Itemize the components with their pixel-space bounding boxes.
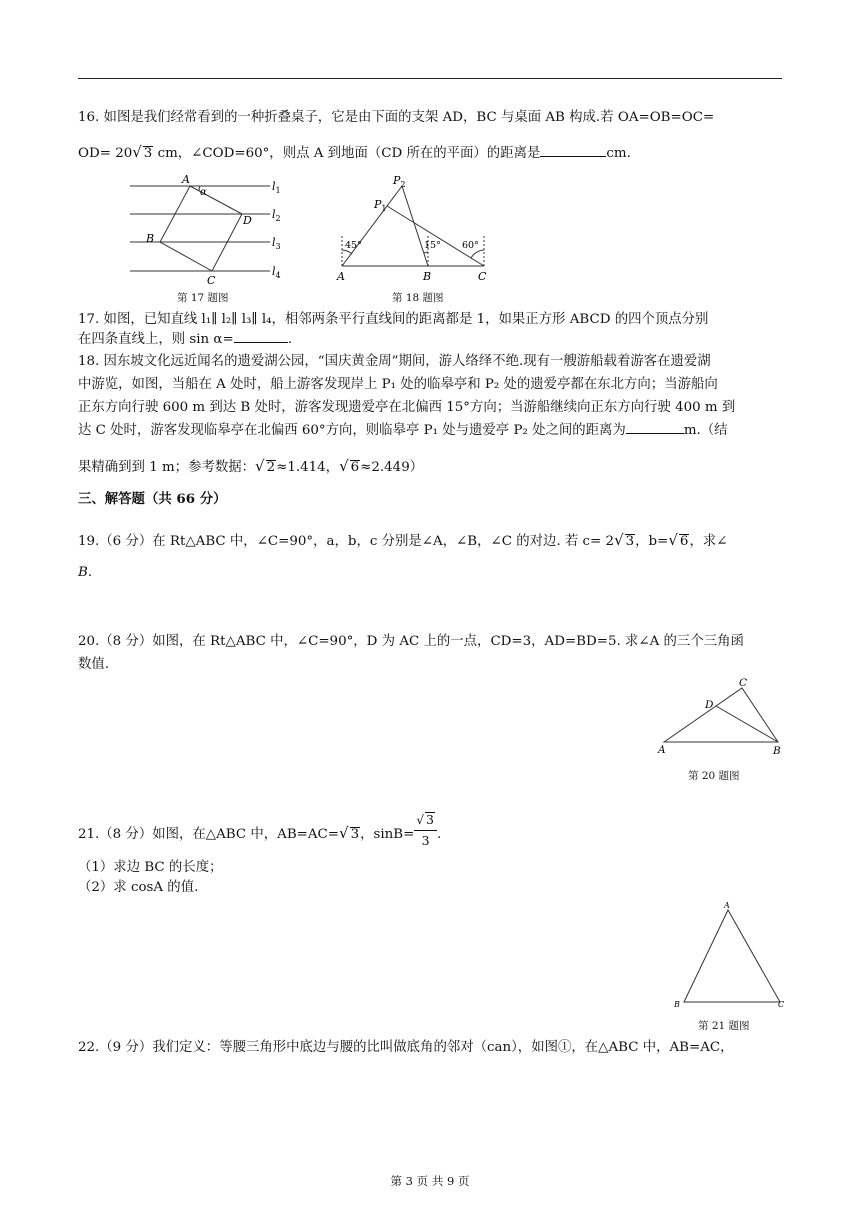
fig17-label-alpha: α <box>200 187 207 198</box>
fig17-caption: 第 17 题图 <box>177 292 229 304</box>
fig18-label-B: B <box>423 270 432 283</box>
q17-answer-blank <box>234 330 288 343</box>
q16-answer-blank <box>540 144 606 157</box>
fig17-label-l1: $l_1$ <box>272 180 281 195</box>
fig20-label-B: B <box>773 745 781 757</box>
fig17-label-l4: $l_4$ <box>272 265 281 280</box>
fig18-label-ang1: 45° <box>345 240 362 251</box>
q20-line1: 20.（8 分）如图，在 Rt△ABC 中，∠C=90°，D 为 AC 上的一点，CD=3，AD=BD=5. 求∠A 的三个三角函 <box>78 634 744 649</box>
q16-line1: 16. 如图是我们经常看到的一种折叠桌子，它是由下面的支架 AD，BC 与桌面 AB 构成.若 OA=OB=OC= <box>78 110 715 125</box>
fig20-label-A: A <box>658 744 666 756</box>
fig20-label-C: C <box>739 677 748 689</box>
q18-answer-blank <box>626 421 684 434</box>
fig18-label-A: A <box>337 270 345 283</box>
q21-sub2: （2）求 cosA 的值. <box>78 880 199 895</box>
q16-line2: OD= 20√ 3 cm，∠COD=60°，则点 A 到地面（CD 所在的平面）的距离是 cm. <box>78 143 631 161</box>
fig17-label-D: D <box>243 214 252 227</box>
q21-fraction: $\frac{√ 3}{3}$ <box>414 810 437 851</box>
q17-line2: 在四条直线上，则 sin α= . <box>78 332 292 347</box>
fig21-label-B: B <box>674 1000 680 1009</box>
q22-line1: 22.（9 分）我们定义：等腰三角形中底边与腰的比叫做底角的邻对（can），如图①，在△ABC 中，AB=AC， <box>78 1040 734 1055</box>
q19-line2: B. <box>78 565 93 580</box>
figure-20 <box>654 676 784 762</box>
q18-line4: 达 C 处时，游客发现临皋亭在北偏西 60°方向，则临皋亭 P₁ 处与遗爱亭 P₂ 处之间的距离为 m.（结 <box>78 423 728 438</box>
page-footer: 第 3 页 共 9 页 <box>390 1174 470 1188</box>
section-heading: 三、解答题（共 66 分） <box>78 491 227 507</box>
fig17-label-l3: $l_3$ <box>272 236 281 251</box>
fig17-label-B: B <box>146 232 155 245</box>
q18-line1: 18. 因东坡文化远近闻名的遗爱湖公园，“国庆黄金周”期间，游人络绎不绝.现有一艘游船载着游客在遗爱湖 <box>78 354 711 369</box>
fig21-label-A: A <box>724 901 730 910</box>
q21-line1: 21.（8 分）如图，在△ABC 中，AB=AC=√ 3，sinB= $\frac{√ 3}{3}$ . <box>78 814 782 855</box>
fig21-caption: 第 21 题图 <box>698 1020 750 1032</box>
fig21-label-C: C <box>778 1000 785 1009</box>
q16-sqrt: 3 <box>143 146 153 161</box>
q21-sub1: （1）求边 BC 的长度； <box>78 860 223 875</box>
fig20-caption: 第 20 题图 <box>688 770 740 782</box>
fig17-label-l2: $l_2$ <box>272 208 281 223</box>
fig18-label-ang2: 15° <box>424 240 441 251</box>
header-rule <box>78 78 782 79</box>
figure-17 <box>120 170 290 288</box>
q18-line3: 正东方向行驶 600 m 到达 B 处时，游客发现遗爱亭在北偏西 15°方向；当游船继续向正东方向行驶 400 m 到 <box>78 400 736 415</box>
q17-line1: 17. 如图，已知直线 l₁∥ l₂∥ l₃∥ l₄，相邻两条平行直线间的距离都是 1，如果正方形 ABCD 的四个顶点分别 <box>78 312 709 327</box>
fig17-label-A: A <box>182 173 190 186</box>
q18-line2: 中游览，如图，当船在 A 处时，船上游客发现岸上 P₁ 处的临皋亭和 P₂ 处的遗爱亭都在东北方向；当游船向 <box>78 377 718 392</box>
figure-18 <box>334 170 504 288</box>
fig17-label-C: C <box>207 274 216 287</box>
q19-line1: 19.（6 分）在 Rt△ABC 中，∠C=90°，a，b，c 分别是∠A，∠B，∠C 的对边. 若 c= 2√ 3，b=√ 6，求∠ <box>78 531 728 549</box>
fig18-label-P1: $P_1$ <box>374 198 387 213</box>
fig18-label-C: C <box>478 270 487 283</box>
figure-21 <box>672 900 788 1010</box>
q18-line5: 果精确到到 1 m；参考数据：√ 2≈1.414，√ 6≈2.449） <box>78 457 424 475</box>
fig18-label-ang3: 60° <box>462 240 479 251</box>
fig18-label-P2: $P_2$ <box>393 174 406 189</box>
fig18-caption: 第 18 题图 <box>392 292 444 304</box>
fig20-label-D: D <box>705 699 714 711</box>
q20-line2: 数值. <box>78 657 110 672</box>
